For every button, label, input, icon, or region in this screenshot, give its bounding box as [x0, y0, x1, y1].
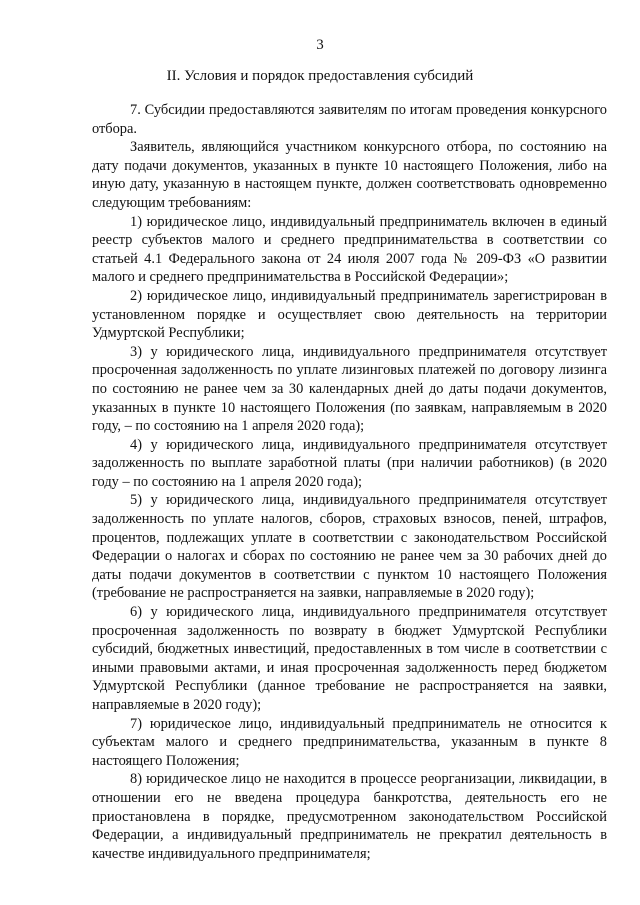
page-number: 3: [316, 37, 324, 53]
document-body: [92, 101, 607, 863]
requirement-1: 1) юридическое лицо, индивидуальный предприниматель включен в единый реестр субъектов малого и среднего предпринимательства в соответствии со статьей 4.1 Федерального закона от 24 июля 2007 года № 209-ФЗ «О развитии малого и среднего предпринимательства в Российской Федерации»;: [92, 213, 607, 286]
requirement-3: 3) у юридического лица, индивидуального предпринимателя отсутствует просроченная задолженность по уплате лизинговых платежей по договору лизинга по состоянию не ранее чем за 30 календарных дней до даты подачи документов, указанных в пункте 10 настоящего Положения (по заявкам, направляемым в 2020 году, – по состоянию на 1 апреля 2020 года);: [92, 343, 607, 435]
section-title: II. Условия и порядок предоставления субсидий: [166, 68, 474, 84]
paragraph-7-subsidies: 7. Субсидии предоставляются заявителям по итогам проведения конкурсного отбора.: [92, 102, 607, 137]
requirement-2: 2) юридическое лицо, индивидуальный предприниматель зарегистрирован в установленном порядке и осуществляет свою деятельность на территории Удмуртской Республики;: [92, 287, 607, 342]
requirement-5: 5) у юридического лица, индивидуального предпринимателя отсутствует задолженность по уплате налогов, сборов, страховых взносов, пеней, штрафов, процентов, подлежащих уплате в соответствии с законодательством Российской Федерации о налогах и сборах по состоянию не ранее чем за 30 рабочих дней до даты подачи документов в соответствии с пунктом 10 настоящего Положения (требование не распространяется на заявки, направляемые в 2020 году);: [92, 492, 607, 602]
requirement-6: 6) у юридического лица, индивидуального предпринимателя отсутствует просроченная задолженность по возврату в бюджет Удмуртской Республики субсидий, бюджетных инвестиций, предоставленных в том числе в соответствии с иными правовыми актами, и иная просроченная задолженность перед бюджетом Удмуртской Республики (данное требование не распространяется на заявки, направляемые в 2020 году);: [92, 604, 607, 713]
requirement-7: 7) юридическое лицо, индивидуальный предприниматель не относится к субъектам малого и среднего предпринимательства, указанным в пункте 8 настоящего Положения;: [92, 715, 607, 769]
paragraph-applicant-requirements: Заявитель, являющийся участником конкурсного отбора, по состоянию на дату подачи документов, указанных в пункте 10 настоящего Положения, либо на иную дату, указанную в настоящем пункте, должен соответствовать одновременно следующим требованиям:: [92, 139, 607, 211]
requirement-4: 4) у юридического лица, индивидуального предпринимателя отсутствует задолженность по выплате заработной платы (при наличии работников) (в 2020 году – по состоянию на 1 апреля 2020 года);: [92, 436, 607, 490]
requirement-8: 8) юридическое лицо не находится в процессе реорганизации, ликвидации, в отношении его не введена процедура банкротства, деятельность его не приостановлена в порядке, предусмотренном законодательством Российской Федерации, а индивидуальный предприниматель не прекратил деятельность в качестве индивидуального предпринимателя;: [92, 771, 607, 862]
